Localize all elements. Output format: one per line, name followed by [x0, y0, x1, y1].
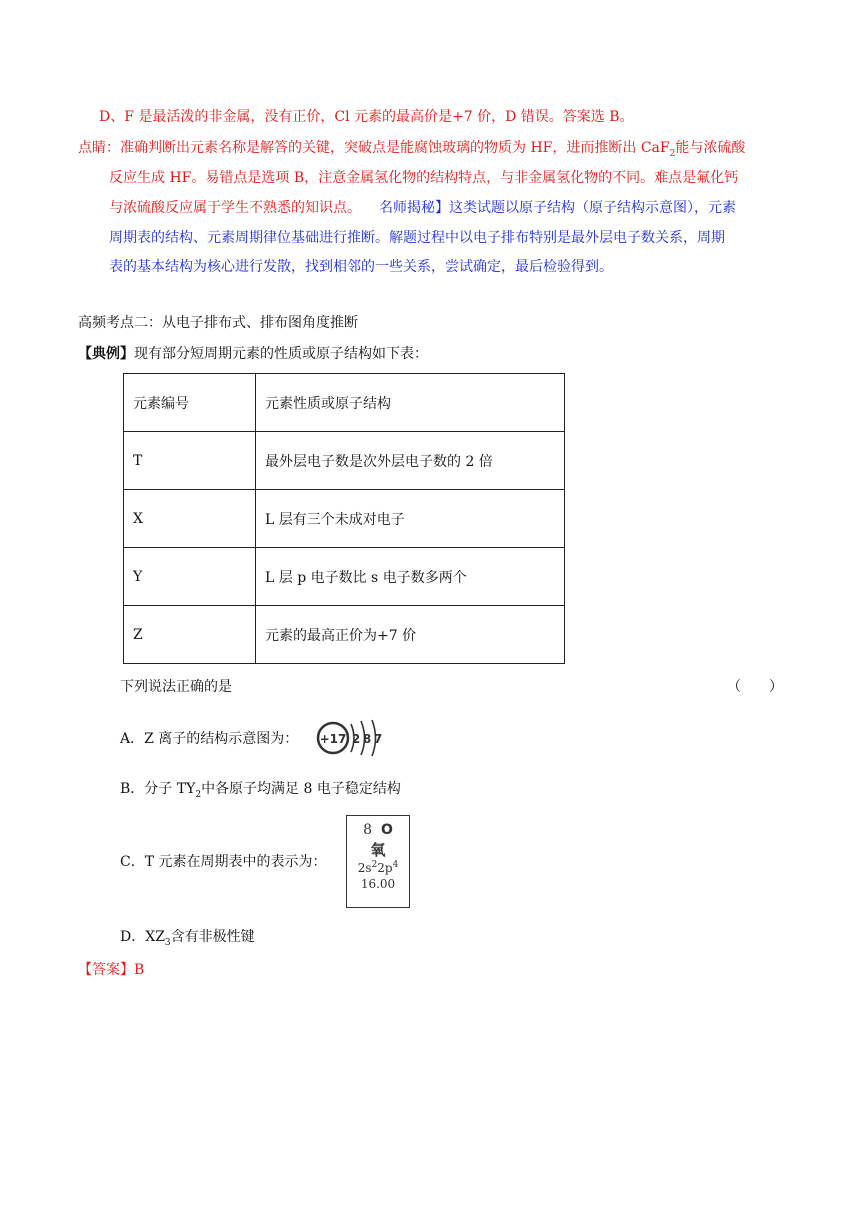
table-row	[124, 606, 565, 664]
nucleus-charge: +17	[319, 732, 347, 746]
table-cell: L 层 p 电子数比 s 电子数多两个	[256, 548, 565, 606]
element-name: 氧	[370, 841, 386, 859]
table-row	[124, 432, 565, 490]
answer-value: B	[134, 962, 145, 978]
teacher-secret-line-2: 周期表的结构、元素周期律位基础进行推断。解题过程中以电子排布特别是最外层电子数关系，周期	[109, 230, 725, 246]
option-b[interactable]: B．分子 $TY_2$中各原子均满足 8 电子稳定结构	[120, 781, 401, 800]
shell-electrons-3: 7	[373, 732, 383, 746]
section-title: 高频考点二：从电子排布式、排布图角度推断	[78, 315, 358, 331]
answer	[78, 960, 144, 980]
option-d[interactable]: D．$XZ_3$含有非极性键	[120, 929, 255, 948]
atomic-mass: 16.00	[360, 877, 396, 891]
analysis-option-d: D、F 是最活泼的非金属，没有正价，Cl 元素的最高价是+7 价，D 错误。答案选 B。	[99, 109, 634, 125]
table-cell: T	[124, 432, 256, 490]
tip-line-2: 反应生成 HF。易错点是选项 B，注意金属氢化物的结构特点，与非金属氢化物的不同。难点是氟化钙	[109, 170, 739, 186]
tip-label: 点睛：	[78, 140, 120, 156]
element-properties-table	[123, 373, 565, 664]
answer-label: 【答案】	[78, 962, 134, 978]
question-stem: 下列说法正确的是	[120, 679, 232, 695]
shell-electrons-2: 8	[362, 732, 372, 746]
tip-line-1: 点睛：准确判断出元素名称是解答的关键，突破点是能腐蚀玻璃的物质为 HF，进而推断出 CaF$_2$能与浓硫酸	[78, 140, 746, 159]
table-cell: Y	[124, 548, 256, 606]
teacher-secret-line-1: 名师揭秘】这类试题以原子结构（原子结构示意图），元素	[379, 200, 736, 216]
table-cell: 元素的最高正价为+7 价	[256, 606, 565, 664]
table-cell: 最外层电子数是次外层电子数的 2 倍	[256, 432, 565, 490]
table-header-cell: 元素性质或原子结构	[256, 374, 565, 432]
table-cell: X	[124, 490, 256, 548]
answer-blank: （ ）	[727, 679, 783, 695]
table-row	[124, 548, 565, 606]
electron-configuration: $2s^22p^4$	[357, 860, 399, 875]
option-c[interactable]: C．T 元素在周期表中的表示为：	[120, 854, 327, 870]
table-cell: Z	[124, 606, 256, 664]
option-a[interactable]: A．Z 离子的结构示意图为：	[120, 731, 299, 747]
tip-line-3: 与浓硫酸反应属于学生不熟悉的知识点。 名师揭秘】这类试题以原子结构（原子结构示意图），元素	[109, 200, 736, 216]
example-label: 【典例】	[78, 346, 134, 362]
periodic-table-cell	[346, 815, 410, 908]
example-intro: 【典例】现有部分短周期元素的性质或原子结构如下表：	[78, 346, 428, 362]
table-cell: L 层有三个未成对电子	[256, 490, 565, 548]
teacher-secret-line-3: 表的基本结构为核心进行发散，找到相邻的一些关系，尝试确定，最后检验得到。	[109, 259, 613, 275]
table-header-cell: 元素编号	[124, 374, 256, 432]
ion-structure-diagram	[316, 716, 392, 760]
shell-electrons-1: 2	[351, 732, 361, 746]
table-row	[124, 490, 565, 548]
table-header-row	[124, 374, 565, 432]
element-number-symbol: 8 O	[363, 822, 393, 838]
